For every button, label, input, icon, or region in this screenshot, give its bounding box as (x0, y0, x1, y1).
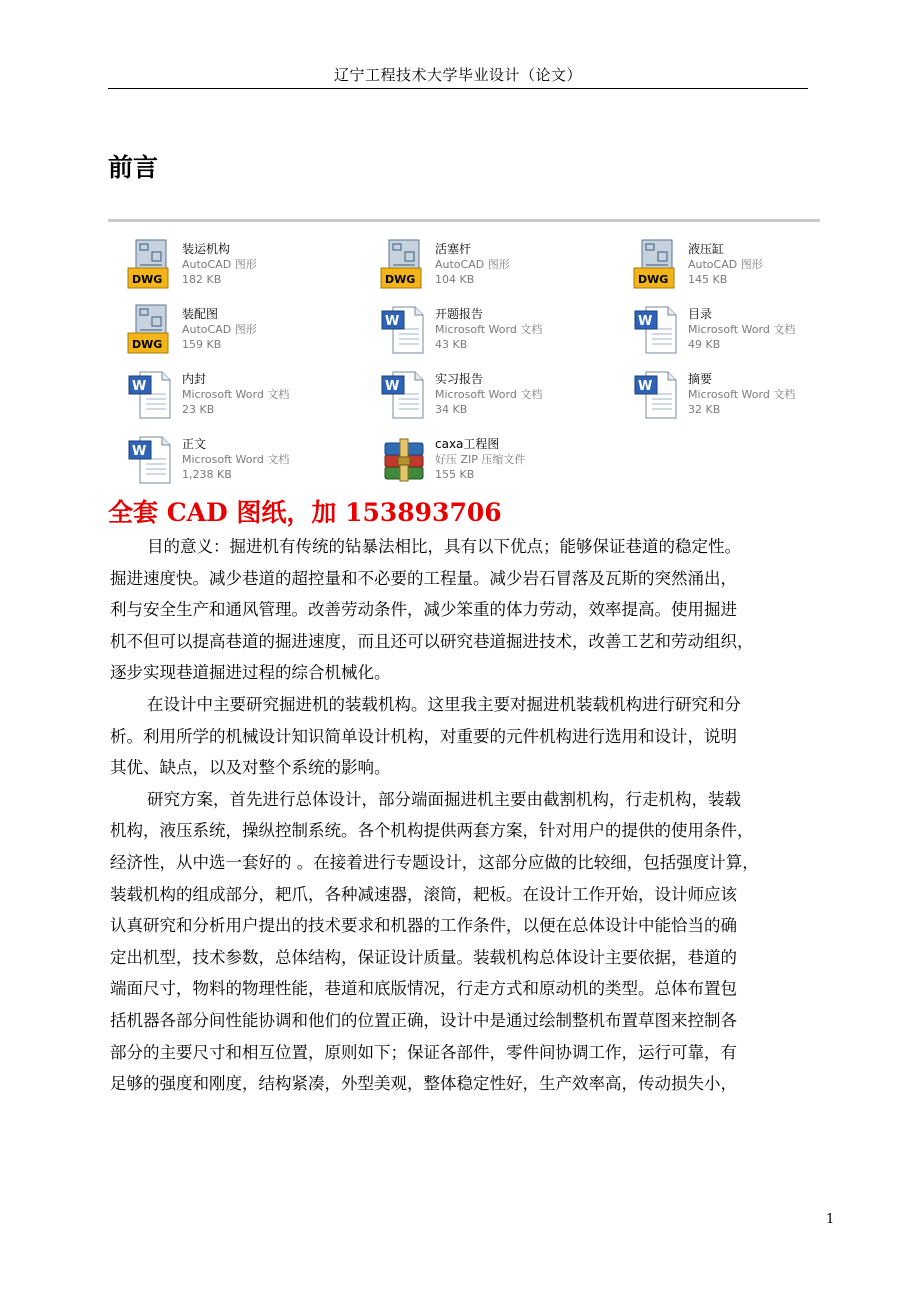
file-size: 34 KB (435, 403, 468, 416)
svg-text:DWG: DWG (132, 338, 163, 351)
text-line: 目的意义：掘进机有传统的钻暴法相比，具有以下优点；能够保证巷道的稳定性。 (147, 537, 741, 556)
file-item[interactable] (116, 427, 356, 489)
text-line: 在设计中主要研究掘进机的装载机构。这里我主要对掘进机装载机构进行研究和分 (147, 694, 741, 714)
file-size: 43 KB (435, 338, 468, 351)
file-item[interactable] (369, 362, 609, 424)
file-item[interactable] (116, 232, 356, 294)
dwg-file-icon (379, 238, 429, 290)
file-name: 活塞杆 (435, 242, 472, 256)
file-item[interactable] (622, 232, 862, 294)
file-size: 145 KB (688, 273, 728, 286)
zip-archive-icon (379, 433, 429, 485)
word-document-icon (379, 368, 429, 420)
text-line: 装载机构的组成部分，耙爪，各种减速器，滚筒，耙板。在设计工作开始，设计师应该 (110, 884, 737, 904)
paragraph (110, 689, 828, 784)
file-name: 开题报告 (435, 307, 484, 321)
file-name: 实习报告 (435, 372, 484, 386)
word-document-icon (126, 433, 176, 485)
svg-text:W: W (132, 444, 147, 459)
text-line: 足够的强度和刚度，结构紧凑，外型美观，整体稳定性好，生产效率高，传动损失小， (110, 1074, 737, 1094)
file-name: 目录 (688, 307, 713, 321)
text-line: 经济性，从中选一套好的 。在接着进行专题设计，这部分应做的比较细，包括强度计算， (110, 852, 759, 872)
paragraph (110, 531, 828, 689)
svg-text:DWG: DWG (638, 273, 669, 286)
svg-text:W: W (385, 379, 400, 394)
file-item[interactable] (116, 362, 356, 424)
file-name: caxa工程图 (435, 437, 500, 451)
header-divider (108, 88, 808, 89)
file-size: 1,238 KB (182, 468, 232, 481)
word-document-icon (379, 303, 429, 355)
dwg-file-icon (632, 238, 682, 290)
text-line: 逐步实现巷道掘进过程的综合机械化。 (110, 663, 391, 683)
file-size: 49 KB (688, 338, 721, 351)
body-text (110, 531, 828, 1100)
file-type: AutoCAD 图形 (435, 258, 510, 271)
svg-text:W: W (638, 314, 653, 329)
file-type: Microsoft Word 文档 (435, 388, 543, 401)
file-type: AutoCAD 图形 (182, 258, 257, 271)
word-document-icon (632, 303, 682, 355)
file-type: AutoCAD 图形 (688, 258, 763, 271)
text-line: 其优、缺点，以及对整个系统的影响。 (110, 758, 391, 778)
text-line: 析。利用所学的机械设计知识简单设计机构，对重要的元件机构进行选用和设计，说明 (110, 726, 737, 746)
promo-text: 全套 CAD 图纸，加 153893706 (108, 498, 502, 527)
word-document-icon (126, 368, 176, 420)
file-size: 159 KB (182, 338, 222, 351)
file-explorer-screenshot (108, 219, 820, 490)
text-line: 部分的主要尺寸和相互位置，原则如下；保证各部件，零件间协调工作，运行可靠，有 (110, 1042, 737, 1062)
file-name: 正文 (182, 437, 207, 451)
svg-text:DWG: DWG (132, 273, 163, 286)
file-size: 104 KB (435, 273, 475, 286)
text-line: 掘进速度快。减少巷道的超控量和不必要的工程量。减少岩石冒落及瓦斯的突然涌出， (110, 568, 737, 588)
file-item[interactable] (369, 297, 609, 359)
svg-text:W: W (132, 379, 147, 394)
dwg-file-icon (126, 303, 176, 355)
dwg-file-icon (126, 238, 176, 290)
text-line: 利与安全生产和通风管理。改善劳动条件，减少笨重的体力劳动，效率提高。使用掘进 (110, 600, 737, 620)
file-item[interactable] (369, 427, 609, 489)
text-line: 定出机型，技术参数，总体结构，保证设计质量。装载机构总体设计主要依据，巷道的 (110, 947, 737, 967)
file-type: Microsoft Word 文档 (435, 323, 543, 336)
file-name: 内封 (182, 372, 207, 386)
text-line: 机不但可以提高巷道的掘进速度，而且还可以研究巷道掘进技术，改善工艺和劳动组织， (110, 631, 754, 651)
file-size: 155 KB (435, 468, 475, 481)
file-size: 23 KB (182, 403, 215, 416)
paragraph (110, 784, 828, 1100)
svg-text:DWG: DWG (385, 273, 416, 286)
file-item[interactable] (369, 232, 609, 294)
running-header: 辽宁工程技术大学毕业设计（论文） (333, 66, 582, 84)
file-size: 32 KB (688, 403, 721, 416)
file-type: Microsoft Word 文档 (182, 388, 290, 401)
text-line: 括机器各部分间性能协调和他们的位置正确，设计中是通过绘制整机布置草图来控制各 (110, 1010, 737, 1030)
file-type: Microsoft Word 文档 (688, 388, 796, 401)
text-line: 研究方案，首先进行总体设计，部分端面掘进机主要由截割机构，行走机构，装载 (147, 789, 741, 809)
file-type: 好压 ZIP 压缩文件 (435, 453, 526, 466)
file-type: AutoCAD 图形 (182, 323, 257, 336)
file-type: Microsoft Word 文档 (182, 453, 290, 466)
svg-text:W: W (638, 379, 653, 394)
file-size: 182 KB (182, 273, 222, 286)
file-item[interactable] (622, 297, 862, 359)
word-document-icon (632, 368, 682, 420)
page-number: 1 (826, 1212, 835, 1227)
svg-text:W: W (385, 314, 400, 329)
text-line: 机构，液压系统，操纵控制系统。各个机构提供两套方案，针对用户的提供的使用条件， (110, 821, 754, 841)
file-type: Microsoft Word 文档 (688, 323, 796, 336)
file-name: 液压缸 (688, 242, 725, 256)
section-heading: 前言 (108, 153, 159, 182)
file-name: 摘要 (688, 372, 713, 386)
file-name: 装运机构 (182, 242, 231, 256)
file-item[interactable] (622, 362, 862, 424)
file-name: 装配图 (182, 307, 219, 321)
file-item[interactable] (116, 297, 356, 359)
text-line: 认真研究和分析用户提出的技术要求和机器的工作条件，以便在总体设计中能恰当的确 (110, 916, 737, 936)
text-line: 端面尺寸，物料的物理性能，巷道和底版情况，行走方式和原动机的类型。总体布置包 (110, 979, 737, 999)
